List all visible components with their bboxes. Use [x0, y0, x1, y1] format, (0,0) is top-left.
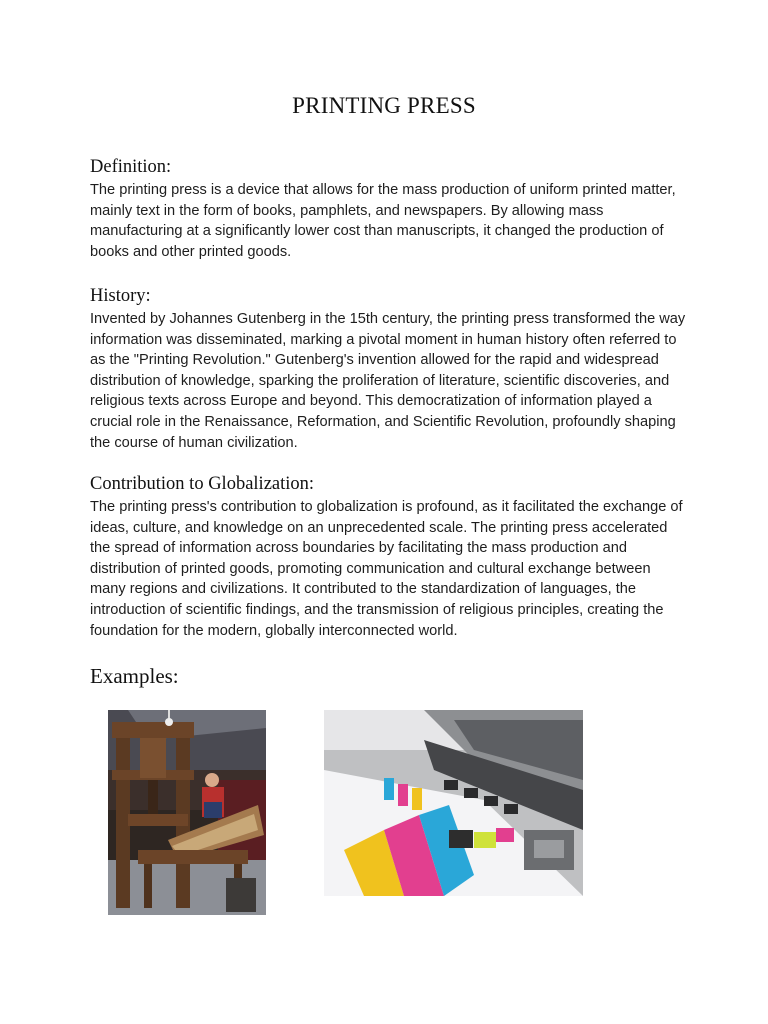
section-globalization [90, 473, 690, 641]
section-body-history: Invented by Johannes Gutenberg in the 15th century, the printing press transformed the way information was disseminated, marking a pivotal moment in human history often referred to as the "Printing Revolution." Gutenberg's invention allowed for the rapid and widespread distribution of knowledge, sparking the proliferation of literature, scientific discoveries, and religious texts across Europe and beyond. This democratization of information played a crucial role in the Renaissance, Reformation, and Scientific Revolution, profoundly shaping the course of human civilization. [90, 311, 686, 451]
section-body-definition: The printing press is a device that allows for the mass production of uniform printed matter, mainly text in the form of books, pamphlets, and newspapers. By allowing mass manufacturing at a significantly lower cost than manuscripts, it changed the production of books and other printed goods. [90, 182, 676, 260]
section-body-globalization: The printing press's contribution to globalization is profound, as it facilitated the exchange of ideas, culture, and knowledge on an unprecedented scale. The printing press accelerated the spread of information across boundaries by facilitating the mass production and distribution of printed goods, promoting communication and cultural exchange between many regions and civilizations. It contributed to the standardization of languages, the introduction of scientific findings, and the transmission of religious principles, creating the foundation for the modern, globally interconnected world. [90, 499, 683, 639]
section-heading-history: History: [90, 286, 151, 306]
section-definition [90, 156, 690, 262]
modern-printer-photo [324, 710, 583, 896]
examples-heading: Examples: [90, 664, 179, 688]
section-heading-definition: Definition: [90, 157, 172, 177]
section-heading-globalization: Contribution to Globalization: [90, 474, 315, 494]
section-history [90, 285, 690, 453]
page-title: PRINTING PRESS [292, 93, 476, 118]
gutenberg-press-photo [108, 710, 266, 915]
